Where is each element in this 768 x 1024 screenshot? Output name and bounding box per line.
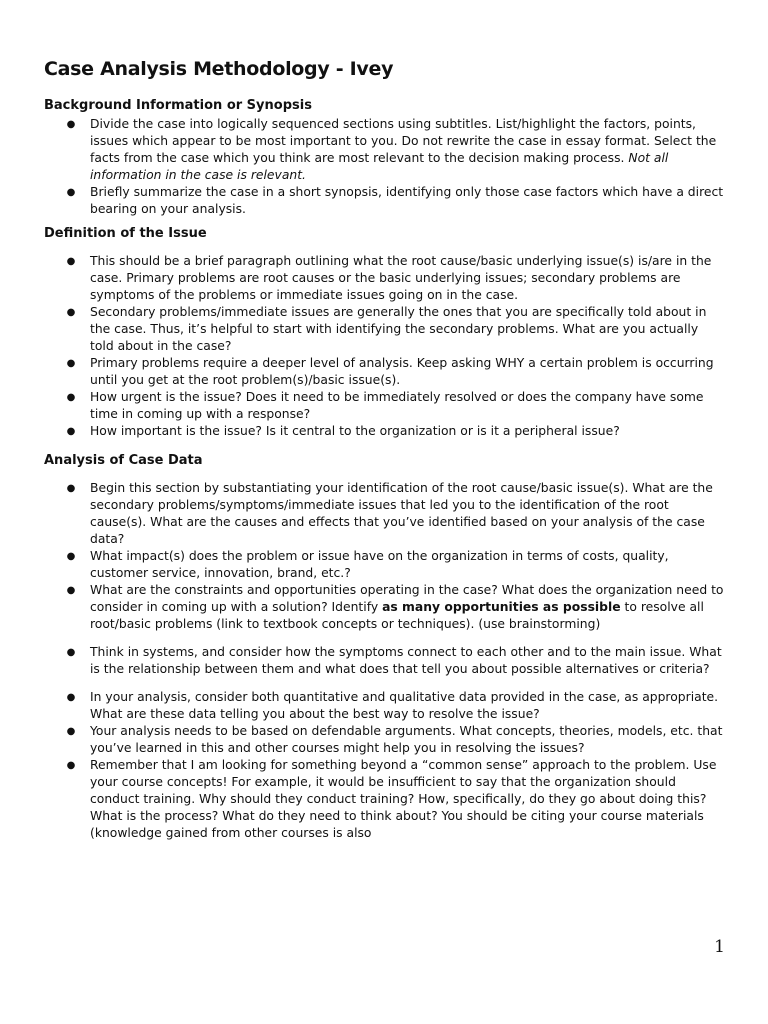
list-item — [44, 689, 724, 723]
item-text: What impact(s) does the problem or issue have on the organization in terms of costs, quality, customer service, innovation, brand, etc.? — [90, 549, 669, 580]
item-text-bold: as many opportunities as possible — [382, 600, 621, 614]
section-heading: Background Information or Synopsis — [44, 98, 312, 113]
item-text: What are the constraints and opportunities operating in the case? What does the organization need to consider in coming up with a solution? Identify — [90, 583, 724, 614]
item-text: Remember that I am looking for something beyond a “common sense” approach to the problem. Use your course concepts! For example, it would be insufficient to say that the organization should conduct training. Why should they conduct training? How, specifically, do they go about doing this? What is the process? What do they need to think about? You should be citing your course materials (knowledge gained from other courses is also — [90, 758, 717, 840]
list-item — [44, 757, 724, 842]
bullet-list — [44, 480, 724, 842]
item-text-italic: Not all information in the case is relevant. — [90, 151, 669, 182]
section-heading: Analysis of Case Data — [44, 453, 203, 468]
list-item — [44, 389, 724, 423]
list-item — [44, 480, 724, 548]
list-item — [44, 253, 724, 304]
bullet-list — [44, 253, 724, 440]
list-item — [44, 184, 724, 218]
document-title: Case Analysis Methodology - Ivey — [44, 58, 394, 80]
bullet-icon: ● — [66, 307, 76, 318]
bullet-icon: ● — [66, 692, 76, 703]
item-text: Think in systems, and consider how the symptoms connect to each other and to the main issue. What is the relationship between them and what does that tell you about possible alternatives or criteria? — [90, 645, 722, 676]
list-item — [44, 723, 724, 757]
bullet-icon: ● — [66, 726, 76, 737]
item-text: This should be a brief paragraph outlining what the root cause/basic underlying issue(s) is/are in the case. Primary problems are root causes or the basic underlying issues; secondary problems are symptoms of the problems or immediate issues going on in the case. — [90, 254, 712, 302]
item-text: Primary problems require a deeper level of analysis. Keep asking WHY a certain problem is occurring until you get at the root problem(s)/basic issue(s). — [90, 356, 714, 387]
bullet-icon: ● — [66, 256, 76, 267]
section-definition — [44, 225, 724, 440]
item-text: Begin this section by substantiating your identification of the root cause/basic issue(s). What are the secondary problems/symptoms/immediate issues that led you to the identification of the root cause(s). What are the causes and effects that you’ve identified based on your analysis of the case data? — [90, 481, 713, 546]
bullet-icon: ● — [66, 392, 76, 403]
item-text: to resolve all root/basic problems (link to textbook concepts or techniques). (use brainstorming) — [90, 600, 704, 631]
list-item — [44, 355, 724, 389]
item-text: Divide the case into logically sequenced sections using subtitles. List/highlight the factors, points, issues which appear to be most important to you. Do not rewrite the case in essay format. Select the facts from the case which you think are most relevant to the decision making process. — [90, 117, 717, 165]
item-text: How important is the issue? Is it central to the organization or is it a peripheral issue? — [90, 424, 620, 438]
item-text: In your analysis, consider both quantitative and qualitative data provided in the case, as appropriate. What are these data telling you about the best way to resolve the issue? — [90, 690, 719, 721]
list-item — [44, 116, 724, 184]
bullet-icon: ● — [66, 647, 76, 658]
bullet-icon: ● — [66, 187, 76, 198]
list-item — [44, 582, 724, 633]
bullet-icon: ● — [66, 119, 76, 130]
list-item — [44, 423, 724, 440]
bullet-icon: ● — [66, 760, 76, 771]
list-item — [44, 644, 724, 678]
section-analysis — [44, 452, 724, 842]
page-number: 1 — [714, 937, 725, 957]
section-heading: Definition of the Issue — [44, 226, 207, 241]
bullet-icon: ● — [66, 551, 76, 562]
bullet-icon: ● — [66, 358, 76, 369]
item-text: Briefly summarize the case in a short synopsis, identifying only those case factors which have a direct bearing on your analysis. — [90, 185, 724, 216]
item-text: Your analysis needs to be based on defendable arguments. What concepts, theories, models, etc. that you’ve learned in this and other courses might help you in resolving the issues? — [90, 724, 723, 755]
list-item — [44, 548, 724, 582]
bullet-icon: ● — [66, 483, 76, 494]
bullet-icon: ● — [66, 585, 76, 596]
item-text: Secondary problems/immediate issues are generally the ones that you are specifically told about in the case. Thus, it’s helpful to start with identifying the secondary problems. What are you actually told about in the case? — [90, 305, 707, 353]
list-item — [44, 304, 724, 355]
section-background — [44, 97, 724, 218]
bullet-icon: ● — [66, 426, 76, 437]
item-text: How urgent is the issue? Does it need to be immediately resolved or does the company have some time in coming up with a response? — [90, 390, 704, 421]
bullet-list — [44, 116, 724, 218]
